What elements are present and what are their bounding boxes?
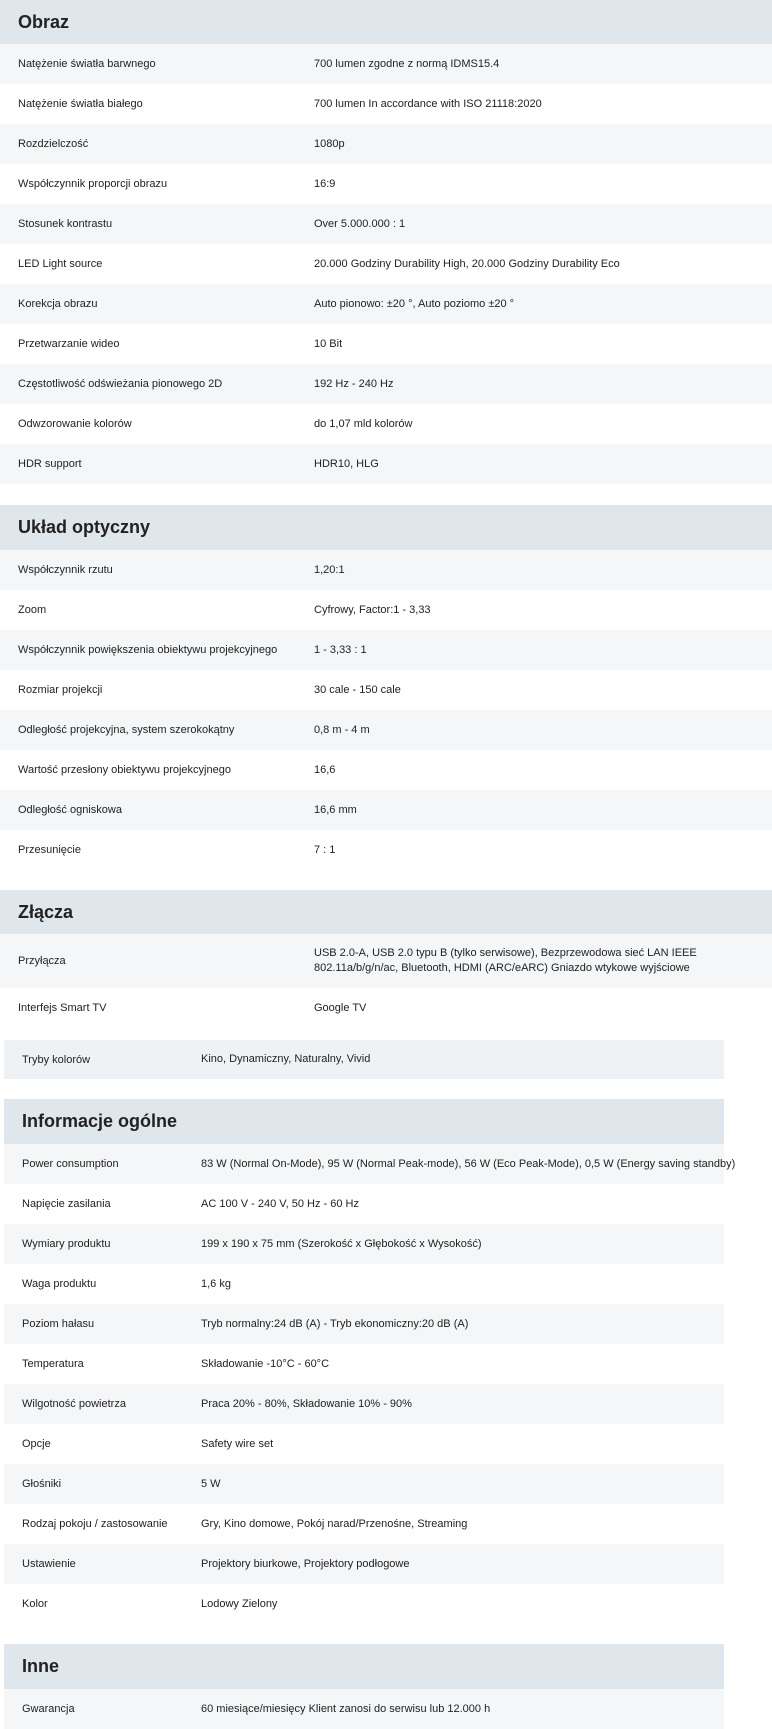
spec-row xyxy=(0,550,772,590)
spec-value: 16,6 xyxy=(314,763,336,776)
section-informacje-ogolne xyxy=(4,1099,736,1624)
spec-row xyxy=(0,404,772,444)
spec-label: Kolor xyxy=(22,1598,48,1610)
spec-label: Odwzorowanie kolorów xyxy=(18,418,132,430)
spec-label: Napięcie zasilania xyxy=(22,1198,111,1210)
spec-label: Gwarancja xyxy=(22,1703,75,1715)
spec-value: 199 x 190 x 75 mm (Szerokość x Głębokość x Wysokość) xyxy=(201,1237,482,1250)
spec-value: Tryb normalny:24 dB (A) - Tryb ekonomiczny:20 dB (A) xyxy=(201,1317,469,1330)
spec-value: 20.000 Godziny Durability High, 20.000 Godziny Durability Eco xyxy=(314,257,620,270)
spec-row xyxy=(0,164,772,204)
spec-label: Przetwarzanie wideo xyxy=(18,338,120,350)
spec-value: 1,20:1 xyxy=(314,563,345,576)
spec-value: HDR10, HLG xyxy=(314,457,379,470)
section-title-obraz: Obraz xyxy=(0,0,772,44)
spec-value: 1080p xyxy=(314,137,345,150)
spec-row xyxy=(0,44,772,84)
spec-value: Cyfrowy, Factor:1 - 3,33 xyxy=(314,603,431,616)
spec-row xyxy=(4,1504,724,1544)
section-title-zlacza: Złącza xyxy=(0,890,772,934)
section-zlacza xyxy=(0,890,772,1028)
section-obraz xyxy=(0,0,772,484)
spec-value: Auto pionowo: ±20 °, Auto poziomo ±20 ° xyxy=(314,297,515,310)
spec-row xyxy=(4,1689,724,1729)
spec-label: Odległość ogniskowa xyxy=(18,804,122,816)
spec-row xyxy=(0,324,772,364)
spec-value: 5 W xyxy=(201,1477,221,1490)
spec-value: AC 100 V - 240 V, 50 Hz - 60 Hz xyxy=(201,1197,359,1210)
spec-value: 1,6 kg xyxy=(201,1277,231,1290)
spec-value: 0,8 m - 4 m xyxy=(314,723,370,736)
spec-label: Stosunek kontrastu xyxy=(18,218,113,230)
spec-label: Przesunięcie xyxy=(18,844,81,856)
spec-row xyxy=(0,988,772,1028)
spec-row xyxy=(4,1464,724,1504)
spec-row xyxy=(0,284,772,324)
spec-label: Zoom xyxy=(18,604,47,616)
spec-label: Waga produktu xyxy=(22,1278,97,1290)
spec-label: Rodzaj pokoju / zastosowanie xyxy=(22,1518,168,1530)
spec-label: HDR support xyxy=(18,458,82,470)
spec-label: Współczynnik rzutu xyxy=(18,564,113,576)
spec-row xyxy=(0,934,772,988)
spec-label: Poziom hałasu xyxy=(22,1318,95,1330)
spec-label: Opcje xyxy=(22,1438,51,1450)
spec-value: Google TV xyxy=(314,1001,367,1014)
spec-row xyxy=(4,1304,724,1344)
spec-value: Składowanie -10°C - 60°C xyxy=(201,1357,330,1370)
spec-row xyxy=(0,590,772,630)
spec-value: 192 Hz - 240 Hz xyxy=(314,377,394,390)
spec-label: Interfejs Smart TV xyxy=(18,1002,107,1014)
spec-label: Przyłącza xyxy=(18,955,66,967)
spec-row xyxy=(0,630,772,670)
section-inne xyxy=(4,1644,724,1729)
spec-label: Wymiary produktu xyxy=(22,1238,111,1250)
section-title-uklad-optyczny: Układ optyczny xyxy=(0,505,772,550)
spec-label: Natężenie światła białego xyxy=(18,98,143,110)
spec-row xyxy=(4,1384,724,1424)
spec-label: Współczynnik powiększenia obiektywu projekcyjnego xyxy=(18,644,278,656)
spec-value: Gry, Kino domowe, Pokój narad/Przenośne, Streaming xyxy=(201,1517,468,1530)
spec-label: Odległość projekcyjna, system szerokokątny xyxy=(18,724,235,736)
spec-row xyxy=(0,750,772,790)
spec-value: USB 2.0-A, USB 2.0 typu B (tylko serwisowe), Bezprzewodowa sieć LAN IEEE 802.11a/b/g/n/ac, Bluetooth, HDMI (ARC/eARC) Gniazdo wtykowe wyjściowe xyxy=(314,947,697,974)
spec-label: Korekcja obrazu xyxy=(18,298,98,310)
section-uklad-optyczny xyxy=(0,505,772,870)
spec-value: Safety wire set xyxy=(201,1437,274,1450)
spec-label: Częstotliwość odświeżania pionowego 2D xyxy=(18,378,223,390)
spec-row xyxy=(0,790,772,830)
spec-row xyxy=(0,670,772,710)
spec-label: Tryby kolorów xyxy=(22,1053,91,1066)
spec-row xyxy=(4,1144,736,1184)
spec-row xyxy=(0,444,772,484)
spec-value: Kino, Dynamiczny, Naturalny, Vivid xyxy=(201,1053,371,1065)
spec-label: Natężenie światła barwnego xyxy=(18,58,156,70)
spec-label: Rozmiar projekcji xyxy=(18,684,103,696)
spec-row xyxy=(0,244,772,284)
spec-value: 700 lumen zgodne z normą IDMS15.4 xyxy=(314,57,500,70)
spec-row xyxy=(4,1184,724,1224)
spec-value: 16:9 xyxy=(314,177,336,190)
spec-label: Wilgotność powietrza xyxy=(22,1398,126,1410)
spec-value: 60 miesiące/miesięcy Klient zanosi do serwisu lub 12.000 h xyxy=(201,1702,491,1715)
spec-row xyxy=(4,1224,724,1264)
section-title-informacje-ogolne: Informacje ogólne xyxy=(4,1099,724,1144)
spec-value: 83 W (Normal On-Mode), 95 W (Normal Peak-mode), 56 W (Eco Peak-Mode), 0,5 W (Energy saving standby) xyxy=(201,1157,736,1170)
spec-row xyxy=(0,124,772,164)
spec-row xyxy=(0,84,772,124)
spec-row xyxy=(4,1264,724,1304)
section-tryby-kolorow xyxy=(4,1040,724,1079)
spec-label: Głośniki xyxy=(22,1478,62,1490)
spec-label: Rozdzielczość xyxy=(18,138,89,150)
spec-row xyxy=(4,1040,724,1079)
spec-value: do 1,07 mld kolorów xyxy=(314,417,413,430)
spec-row xyxy=(4,1584,724,1624)
spec-row xyxy=(4,1424,724,1464)
spec-value: Praca 20% - 80%, Składowanie 10% - 90% xyxy=(201,1397,412,1410)
spec-label: Wartość przesłony obiektywu projekcyjnego xyxy=(18,764,231,776)
spec-value: 10 Bit xyxy=(314,337,343,350)
spec-value: 16,6 mm xyxy=(314,803,357,816)
spec-value: Projektory biurkowe, Projektory podłogowe xyxy=(201,1557,410,1570)
spec-value: 7 : 1 xyxy=(314,843,336,856)
spec-label: Temperatura xyxy=(22,1358,84,1370)
section-title-inne: Inne xyxy=(4,1644,724,1689)
spec-label: Współczynnik proporcji obrazu xyxy=(18,178,168,190)
spec-row xyxy=(0,710,772,750)
spec-row xyxy=(4,1544,724,1584)
spec-label: Power consumption xyxy=(22,1158,119,1170)
spec-value: 700 lumen In accordance with ISO 21118:2020 xyxy=(314,97,542,110)
spec-value: 30 cale - 150 cale xyxy=(314,683,401,696)
spec-row xyxy=(0,830,772,870)
spec-value: Lodowy Zielony xyxy=(201,1597,278,1610)
spec-value: Over 5.000.000 : 1 xyxy=(314,217,406,230)
spec-row xyxy=(0,204,772,244)
spec-label: LED Light source xyxy=(18,258,103,270)
spec-label: Ustawienie xyxy=(22,1558,76,1570)
spec-row xyxy=(4,1344,724,1384)
spec-row xyxy=(0,364,772,404)
spec-value: 1 - 3,33 : 1 xyxy=(314,643,367,656)
